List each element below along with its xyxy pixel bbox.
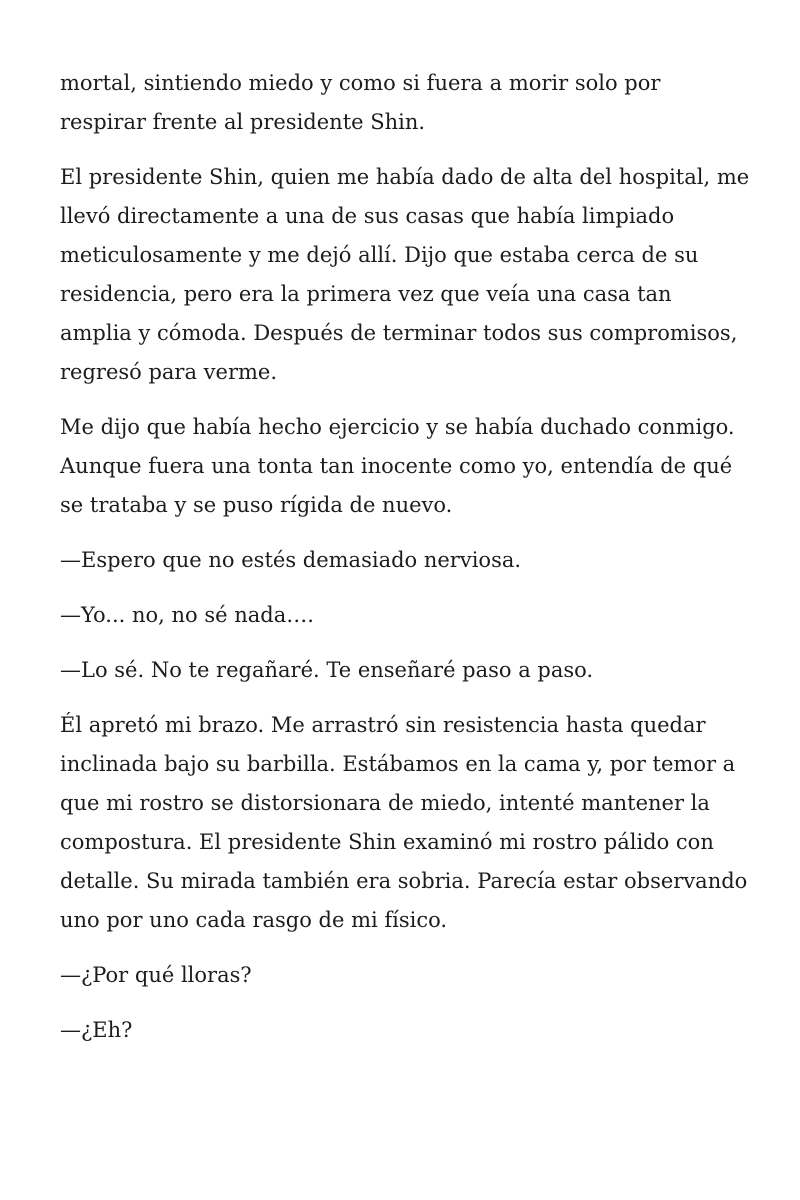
dialogue-line: —¿Eh? bbox=[60, 1018, 133, 1042]
paragraph: mortal, sintiendo miedo y como si fuera a morir solo por respirar frente al presidente Shin. bbox=[60, 71, 661, 134]
paragraph: El presidente Shin, quien me había dado de alta del hospital, me llevó directamente a una de sus casas que había limpiado meticulosamente y me dejó allí. Dijo que estaba cerca de su residencia, pero era la primera vez que veía una casa tan amplia y cómoda. Después de terminar todos sus compromisos, regresó para verme. bbox=[60, 165, 750, 384]
paragraph: Él apretó mi brazo. Me arrastró sin resistencia hasta quedar inclinada bajo su barbilla. Estábamos en la cama y, por temor a que mi rostro se distorsionara de miedo, intenté mantener la compostura. El presidente Shin examinó mi rostro pálido con detalle. Su mirada también era sobria. Parecía estar observando uno por uno cada rasgo de mi físico. bbox=[60, 713, 748, 932]
dialogue-line: —Yo... no, no sé nada…. bbox=[60, 603, 314, 627]
paragraph: Me dijo que había hecho ejercicio y se había duchado conmigo. Aunque fuera una tonta tan inocente como yo, entendía de qué se trataba y se puso rígida de nuevo. bbox=[60, 415, 735, 517]
reading-page bbox=[60, 64, 750, 1066]
dialogue-line: —Espero que no estés demasiado nerviosa. bbox=[60, 548, 522, 572]
dialogue-line: —¿Por qué lloras? bbox=[60, 963, 252, 987]
dialogue-line: —Lo sé. No te regañaré. Te enseñaré paso a paso. bbox=[60, 658, 594, 682]
